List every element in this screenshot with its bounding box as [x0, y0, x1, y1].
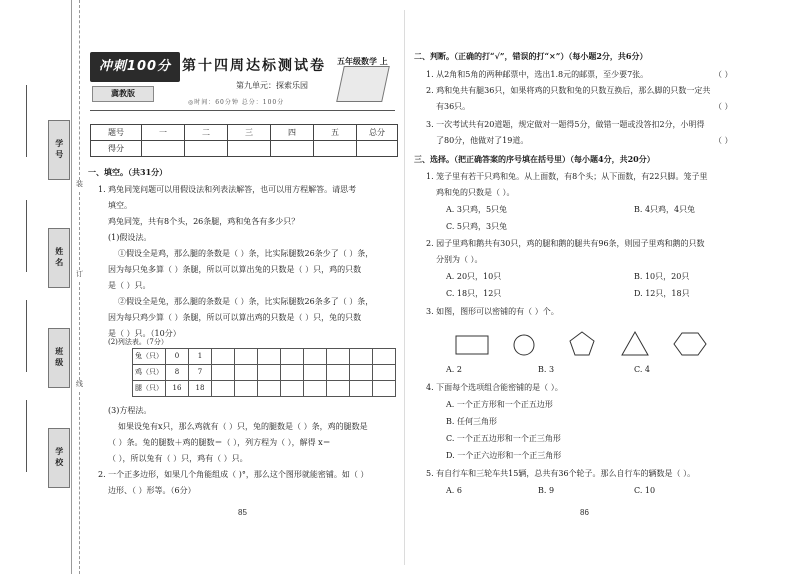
- score-header-cell: 二: [185, 125, 228, 141]
- judge-item: 有36只。: [436, 102, 471, 111]
- table-cell[interactable]: [327, 381, 350, 397]
- option[interactable]: D. 12只，18只: [634, 289, 690, 298]
- score-header-cell: 三: [228, 125, 271, 141]
- table-cell[interactable]: [258, 381, 281, 397]
- score-row-label: 得分: [91, 141, 142, 157]
- option[interactable]: D. 一个正六边形和一个正三角形: [446, 451, 562, 460]
- cut-mark: 线: [76, 380, 83, 388]
- table-cell[interactable]: [212, 349, 235, 365]
- header-rule: [90, 110, 395, 111]
- question-line: 填空。: [108, 201, 132, 210]
- question-line: 2. 一个正多边形，如果几个角能组成（ )°，那么这个图形就能密铺。如（ ）: [98, 470, 369, 479]
- choice-question: 5. 有自行车和三轮车共15辆，总共有36个轮子。那么自行车的辆数是（ ）。: [426, 469, 696, 478]
- score-cell[interactable]: [228, 141, 271, 157]
- judge-item: 了80分，他做对了19道。: [436, 136, 529, 145]
- table-cell: 7: [189, 365, 212, 381]
- score-cell[interactable]: [357, 141, 398, 157]
- row-label: 兔（只）: [133, 349, 166, 365]
- page-divider: [404, 10, 405, 565]
- table-cell[interactable]: [373, 365, 396, 381]
- option[interactable]: C. 10: [634, 486, 656, 495]
- hexagon-shape: [674, 333, 706, 355]
- question-line: 1. 鸡兔同笼问题可以用假设法和列表法解答，也可以用方程解答。请思考: [98, 185, 357, 194]
- judge-item: 1. 从2角和5角的两种邮票中，选出1.8元的邮票，至少要7张。: [426, 70, 649, 79]
- option[interactable]: B. 4只鸡，4只兔: [634, 205, 696, 214]
- table-cell[interactable]: [235, 365, 258, 381]
- table-cell: 16: [166, 381, 189, 397]
- table-cell: 8: [166, 365, 189, 381]
- table-cell[interactable]: [327, 365, 350, 381]
- choice-question: 1. 笼子里有若干只鸡和兔。从上面数，有8个头；从下面数，有22只脚。笼子里: [426, 172, 708, 181]
- cut-mark: 订: [76, 270, 83, 278]
- binding-strip-edge: [71, 0, 72, 574]
- table-cell[interactable]: [373, 381, 396, 397]
- table-cell: 0: [166, 349, 189, 365]
- score-cell[interactable]: [314, 141, 357, 157]
- question-line: （ ）条。兔的腿数＋鸡的腿数＝（ ），列方程为（ ），解得 x＝: [108, 438, 331, 447]
- option[interactable]: A. 一个正方形和一个正五边形: [446, 400, 553, 409]
- question-line: ②假设全是兔，那么腿的条数是（ ）条，比实际腿数26条多了（ ）条，: [118, 297, 374, 306]
- table-cell[interactable]: [304, 381, 327, 397]
- table-cell[interactable]: [281, 365, 304, 381]
- edition-badge: 冀教版: [92, 86, 154, 102]
- cut-line: [79, 282, 80, 380]
- question-line: 是（ ）只。（10分）: [108, 329, 181, 338]
- answer-blank[interactable]: （ ）: [714, 136, 733, 145]
- table-cell[interactable]: [350, 365, 373, 381]
- table-cell[interactable]: [258, 349, 281, 365]
- row-label: 鸡（只）: [133, 365, 166, 381]
- question-line: 因为每只兔多算（ ）条腿，所以可以算出兔的只数是（ ）只，鸡的只数: [108, 265, 362, 274]
- page-title: 第十四周达标测试卷: [182, 58, 326, 74]
- section-choice-heading: 三、选择。（把正确答案的序号填在括号里）（每小题4分，共20分）: [414, 154, 655, 164]
- option[interactable]: C. 4: [634, 365, 651, 374]
- score-table: [90, 124, 398, 157]
- option[interactable]: A. 3只鸡，5只兔: [446, 205, 508, 214]
- choice-question: 鸡和兔的只数是（ ）。: [436, 188, 515, 197]
- option[interactable]: B. 10只，20只: [634, 272, 690, 281]
- class-line: [26, 300, 27, 372]
- label-school: 学校: [48, 428, 70, 488]
- judge-item: 3. 一次考试共有20道题，规定做对一题得5分，做错一题或没答扣2分，小明得: [426, 120, 705, 129]
- rectangle-shape: [456, 336, 488, 354]
- chicken-rabbit-table: [132, 348, 396, 397]
- score-cell[interactable]: [271, 141, 314, 157]
- cut-line: [79, 0, 80, 180]
- tiling-shapes: [450, 326, 720, 362]
- unit-label: 第九单元：探索乐园: [236, 81, 308, 90]
- question-line: 因为每只鸡少算（ ）条腿，所以可以算出鸡的只数是（ ）只，兔的只数: [108, 313, 362, 322]
- table-cell[interactable]: [373, 349, 396, 365]
- row-label: 腿（只）: [133, 381, 166, 397]
- score-header-cell: 一: [142, 125, 185, 141]
- table-cell[interactable]: [281, 349, 304, 365]
- table-cell[interactable]: [258, 365, 281, 381]
- score-cell[interactable]: [185, 141, 228, 157]
- option[interactable]: B. 3: [538, 365, 555, 374]
- page-number: 85: [238, 508, 247, 517]
- table-row: [133, 381, 396, 397]
- table-cell[interactable]: [327, 349, 350, 365]
- choice-question: 4. 下面每个选项组合能密铺的是（ ）。: [426, 383, 563, 392]
- choice-question: 分别为（ ）。: [436, 255, 483, 264]
- question-line: 是（ ）只。: [108, 281, 151, 290]
- table-row: [133, 349, 396, 365]
- grade-label: 五年级数学 上: [337, 56, 388, 66]
- judge-item: 2. 鸡和兔共有腿36只，如果将鸡的只数和兔的只数互换后，那么脚的只数一定共: [426, 86, 711, 95]
- exam-meta: ◎时间：60分钟 总分：100分: [188, 99, 285, 106]
- cut-line: [79, 392, 80, 574]
- option[interactable]: B. 任何三角形: [446, 417, 497, 426]
- option[interactable]: A. 20只，10只: [446, 272, 502, 281]
- question-line: ①假设全是鸡，那么腿的条数是（ ）条，比实际腿数26条少了（ ）条，: [118, 249, 374, 258]
- school-line: [26, 400, 27, 472]
- triangle-shape: [622, 332, 648, 355]
- option[interactable]: C. 18只，12只: [446, 289, 502, 298]
- choice-question: 3. 如图，图形可以密铺的有（ ）个。: [426, 307, 559, 316]
- choice-question: 2. 园子里鸡和鹅共有30只，鸡的腿和鹅的腿共有96条，则园子里鸡和鹅的只数: [426, 239, 705, 248]
- circle-shape: [514, 335, 534, 355]
- score-header-cell: 四: [271, 125, 314, 141]
- page-number: 86: [580, 508, 589, 517]
- question-line: （ ），所以兔有（ ）只，鸡有（ ）只。: [108, 454, 248, 463]
- score-cell[interactable]: [142, 141, 185, 157]
- score-header-cell: 五: [314, 125, 357, 141]
- table-cell[interactable]: [350, 349, 373, 365]
- question-line: 边形、（ ）形等。（6分）: [108, 486, 196, 495]
- label-class: 班级: [48, 328, 70, 388]
- cut-mark: 装: [76, 180, 83, 188]
- table-cell[interactable]: [235, 381, 258, 397]
- table-cell[interactable]: [350, 381, 373, 397]
- student-id-line: [26, 85, 27, 157]
- answer-blank[interactable]: （ ）: [714, 70, 733, 79]
- brand-logo: 冲刺100分: [90, 52, 180, 82]
- score-header-cell: 题号: [91, 125, 142, 141]
- book-illustration: [336, 66, 390, 102]
- pentagon-shape: [570, 332, 594, 355]
- table-cell: 18: [189, 381, 212, 397]
- question-line: (1)假设法。: [108, 233, 152, 242]
- option[interactable]: C. 5只鸡，3只兔: [446, 222, 508, 231]
- table-cell[interactable]: [212, 381, 235, 397]
- table-cell[interactable]: [304, 365, 327, 381]
- name-line: [26, 200, 27, 272]
- label-name: 姓名: [48, 228, 70, 288]
- section-fill-blank-heading: 一、填空。（共31分）: [88, 167, 168, 177]
- option[interactable]: A. 6: [446, 486, 462, 495]
- option[interactable]: B. 9: [538, 486, 555, 495]
- question-line: (2)列法表。（7分）: [108, 338, 168, 346]
- table-cell[interactable]: [235, 349, 258, 365]
- table-cell[interactable]: [304, 349, 327, 365]
- table-row: [91, 125, 398, 141]
- table-row: [91, 141, 398, 157]
- section-judge-heading: 二、判断。（正确的打“√”，错误的打“×”）（每小题2分，共6分）: [414, 51, 648, 61]
- table-cell[interactable]: [212, 365, 235, 381]
- question-line: (3)方程法。: [108, 406, 152, 415]
- table-cell: 1: [189, 349, 212, 365]
- option[interactable]: A. 2: [446, 365, 462, 374]
- label-student-id: 学号: [48, 120, 70, 180]
- table-row: [133, 365, 396, 381]
- answer-blank[interactable]: （ ）: [714, 102, 733, 111]
- question-line: 鸡兔同笼，共有8个头，26条腿，鸡和兔各有多少只？: [108, 217, 300, 226]
- question-line: 如果设兔有x只，那么鸡就有（ ）只，兔的腿数是（ ）条，鸡的腿数是: [118, 422, 368, 431]
- cut-line: [79, 192, 80, 270]
- table-cell[interactable]: [281, 381, 304, 397]
- score-header-cell: 总分: [357, 125, 398, 141]
- option[interactable]: C. 一个正五边形和一个正三角形: [446, 434, 561, 443]
